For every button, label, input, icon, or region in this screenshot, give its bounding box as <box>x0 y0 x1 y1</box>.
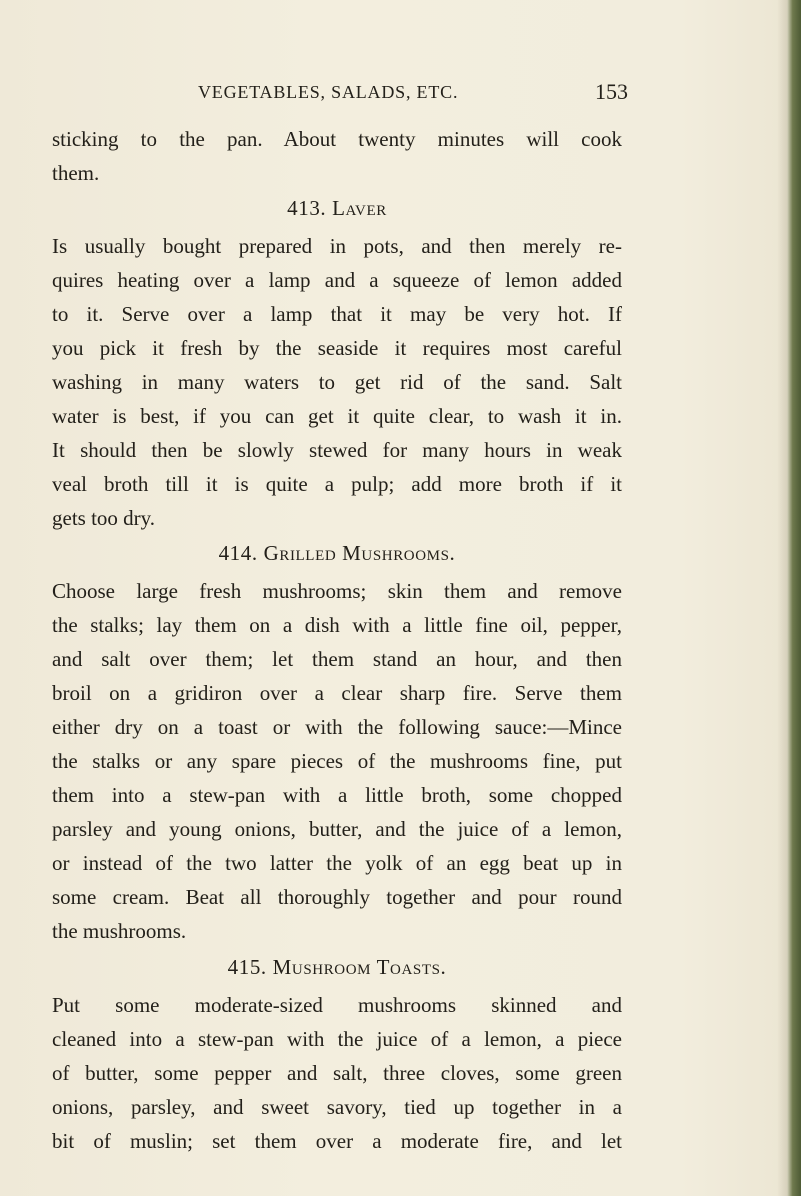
text-line: onions, parsley, and sweet savory, tied up together in a <box>52 1095 622 1119</box>
text-line: the stalks or any spare pieces of the mushrooms fine, put <box>52 749 622 773</box>
text-line: Is usually bought prepared in pots, and then merely re- <box>52 234 622 258</box>
text-line: It should then be slowly stewed for many hours in weak <box>52 438 622 462</box>
running-head: VEGETABLES, SALADS, ETC. <box>198 82 459 102</box>
text-line: to it. Serve over a lamp that it may be very hot. If <box>52 302 622 326</box>
text-line: washing in many waters to get rid of the sand. Salt <box>52 370 622 394</box>
text-line: water is best, if you can get it quite clear, to wash it in. <box>52 404 622 428</box>
text-line: either dry on a toast or with the following sauce:—Mince <box>52 715 622 739</box>
section-heading-mushroom-toasts <box>52 952 622 982</box>
binding-shadow <box>777 0 787 1196</box>
text-line: or instead of the two latter the yolk of an egg beat up in <box>52 851 622 875</box>
heading-text: 413. Laver <box>287 196 387 220</box>
page-edge <box>787 0 801 1196</box>
text-line: bit of muslin; set them over a moderate fire, and let <box>52 1129 622 1153</box>
page-header <box>198 79 628 112</box>
section-heading-grilled-mushrooms <box>52 538 622 568</box>
text-line: Choose large fresh mushrooms; skin them and remove <box>52 579 622 603</box>
text-line: you pick it fresh by the seaside it requires most careful <box>52 336 622 360</box>
text-line: the mushrooms. <box>52 919 187 943</box>
text-line: quires heating over a lamp and a squeeze of lemon added <box>52 268 622 292</box>
heading-text: 415. Mushroom Toasts. <box>227 955 447 979</box>
text-line: some cream. Beat all thoroughly together and pour round <box>52 885 622 909</box>
heading-text: 414. Grilled Mushrooms. <box>218 541 456 565</box>
text-line: of butter, some pepper and salt, three cloves, some green <box>52 1061 622 1085</box>
text-line: broil on a gridiron over a clear sharp fire. Serve them <box>52 681 622 705</box>
page-number: 153 <box>595 79 628 104</box>
text-line: parsley and young onions, butter, and the juice of a lemon, <box>52 817 622 841</box>
text-line: them. <box>52 161 100 185</box>
text-line: them into a stew-pan with a little broth, some chopped <box>52 783 622 807</box>
section-heading-laver <box>52 193 622 223</box>
text-line: sticking to the pan. About twenty minutes will cook <box>52 127 622 151</box>
text-line: and salt over them; let them stand an hour, and then <box>52 647 622 671</box>
text-line: Put some moderate-sized mushrooms skinned and <box>52 993 622 1017</box>
text-line: the stalks; lay them on a dish with a little fine oil, pepper, <box>52 613 622 637</box>
text-line: cleaned into a stew-pan with the juice of a lemon, a piece <box>52 1027 622 1051</box>
text-line: veal broth till it is quite a pulp; add more broth if it <box>52 472 622 496</box>
text-line: gets too dry. <box>52 506 156 530</box>
